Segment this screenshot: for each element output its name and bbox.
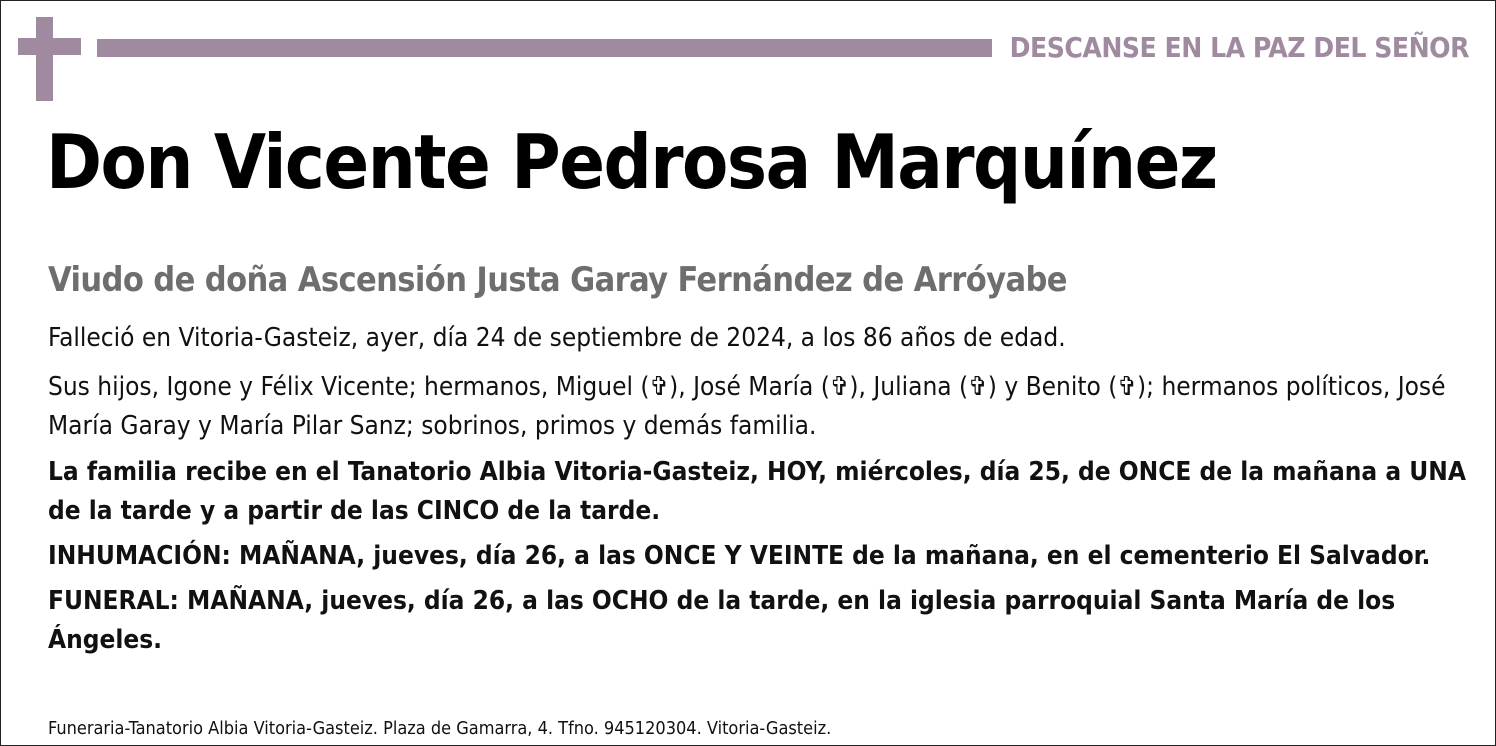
latin-cross-icon <box>18 17 81 101</box>
burial-info: INHUMACIÓN: MAÑANA, jueves, día 26, a las ONCE Y VEINTE de la mañana, en el cementerio El Salvador. <box>48 541 1431 571</box>
death-info: Falleció en Vitoria-Gasteiz, ayer, día 24 de septiembre de 2024, a los 86 años de edad. <box>48 323 1066 353</box>
header-tagline: DESCANSE EN LA PAZ DEL SEÑOR <box>1009 31 1469 64</box>
header-rule <box>97 39 992 57</box>
funeral-home-footer: Funeraria-Tanatorio Albia Vitoria-Gasteiz. Plaza de Gamarra, 4. Tfno. 945120304. Vitoria-Gasteiz. <box>48 718 832 739</box>
widower-subtitle: Viudo de doña Ascensión Justa Garay Fernández de Arróyabe <box>48 260 1067 300</box>
funeral-info: FUNERAL: MAÑANA, jueves, día 26, a las OCHO de la tarde, en la iglesia parroquial Santa María de los Ángeles. <box>48 586 1396 655</box>
family-list: Sus hijos, Igone y Félix Vicente; hermanos, Miguel (✞), José María (✞), Juliana (✞) y Benito (✞); hermanos políticos, José María Garay y María Pilar Sanz; sobrinos, primos y demás familia. <box>48 372 1446 441</box>
obituary-body <box>48 319 1468 666</box>
deceased-name: Don Vicente Pedrosa Marquínez <box>46 118 1217 206</box>
reception-info: La familia recibe en el Tanatorio Albia Vitoria-Gasteiz, HOY, miércoles, día 25, de ONCE de la mañana a UNA de la tarde y a partir de las CINCO de la tarde. <box>48 457 1466 526</box>
